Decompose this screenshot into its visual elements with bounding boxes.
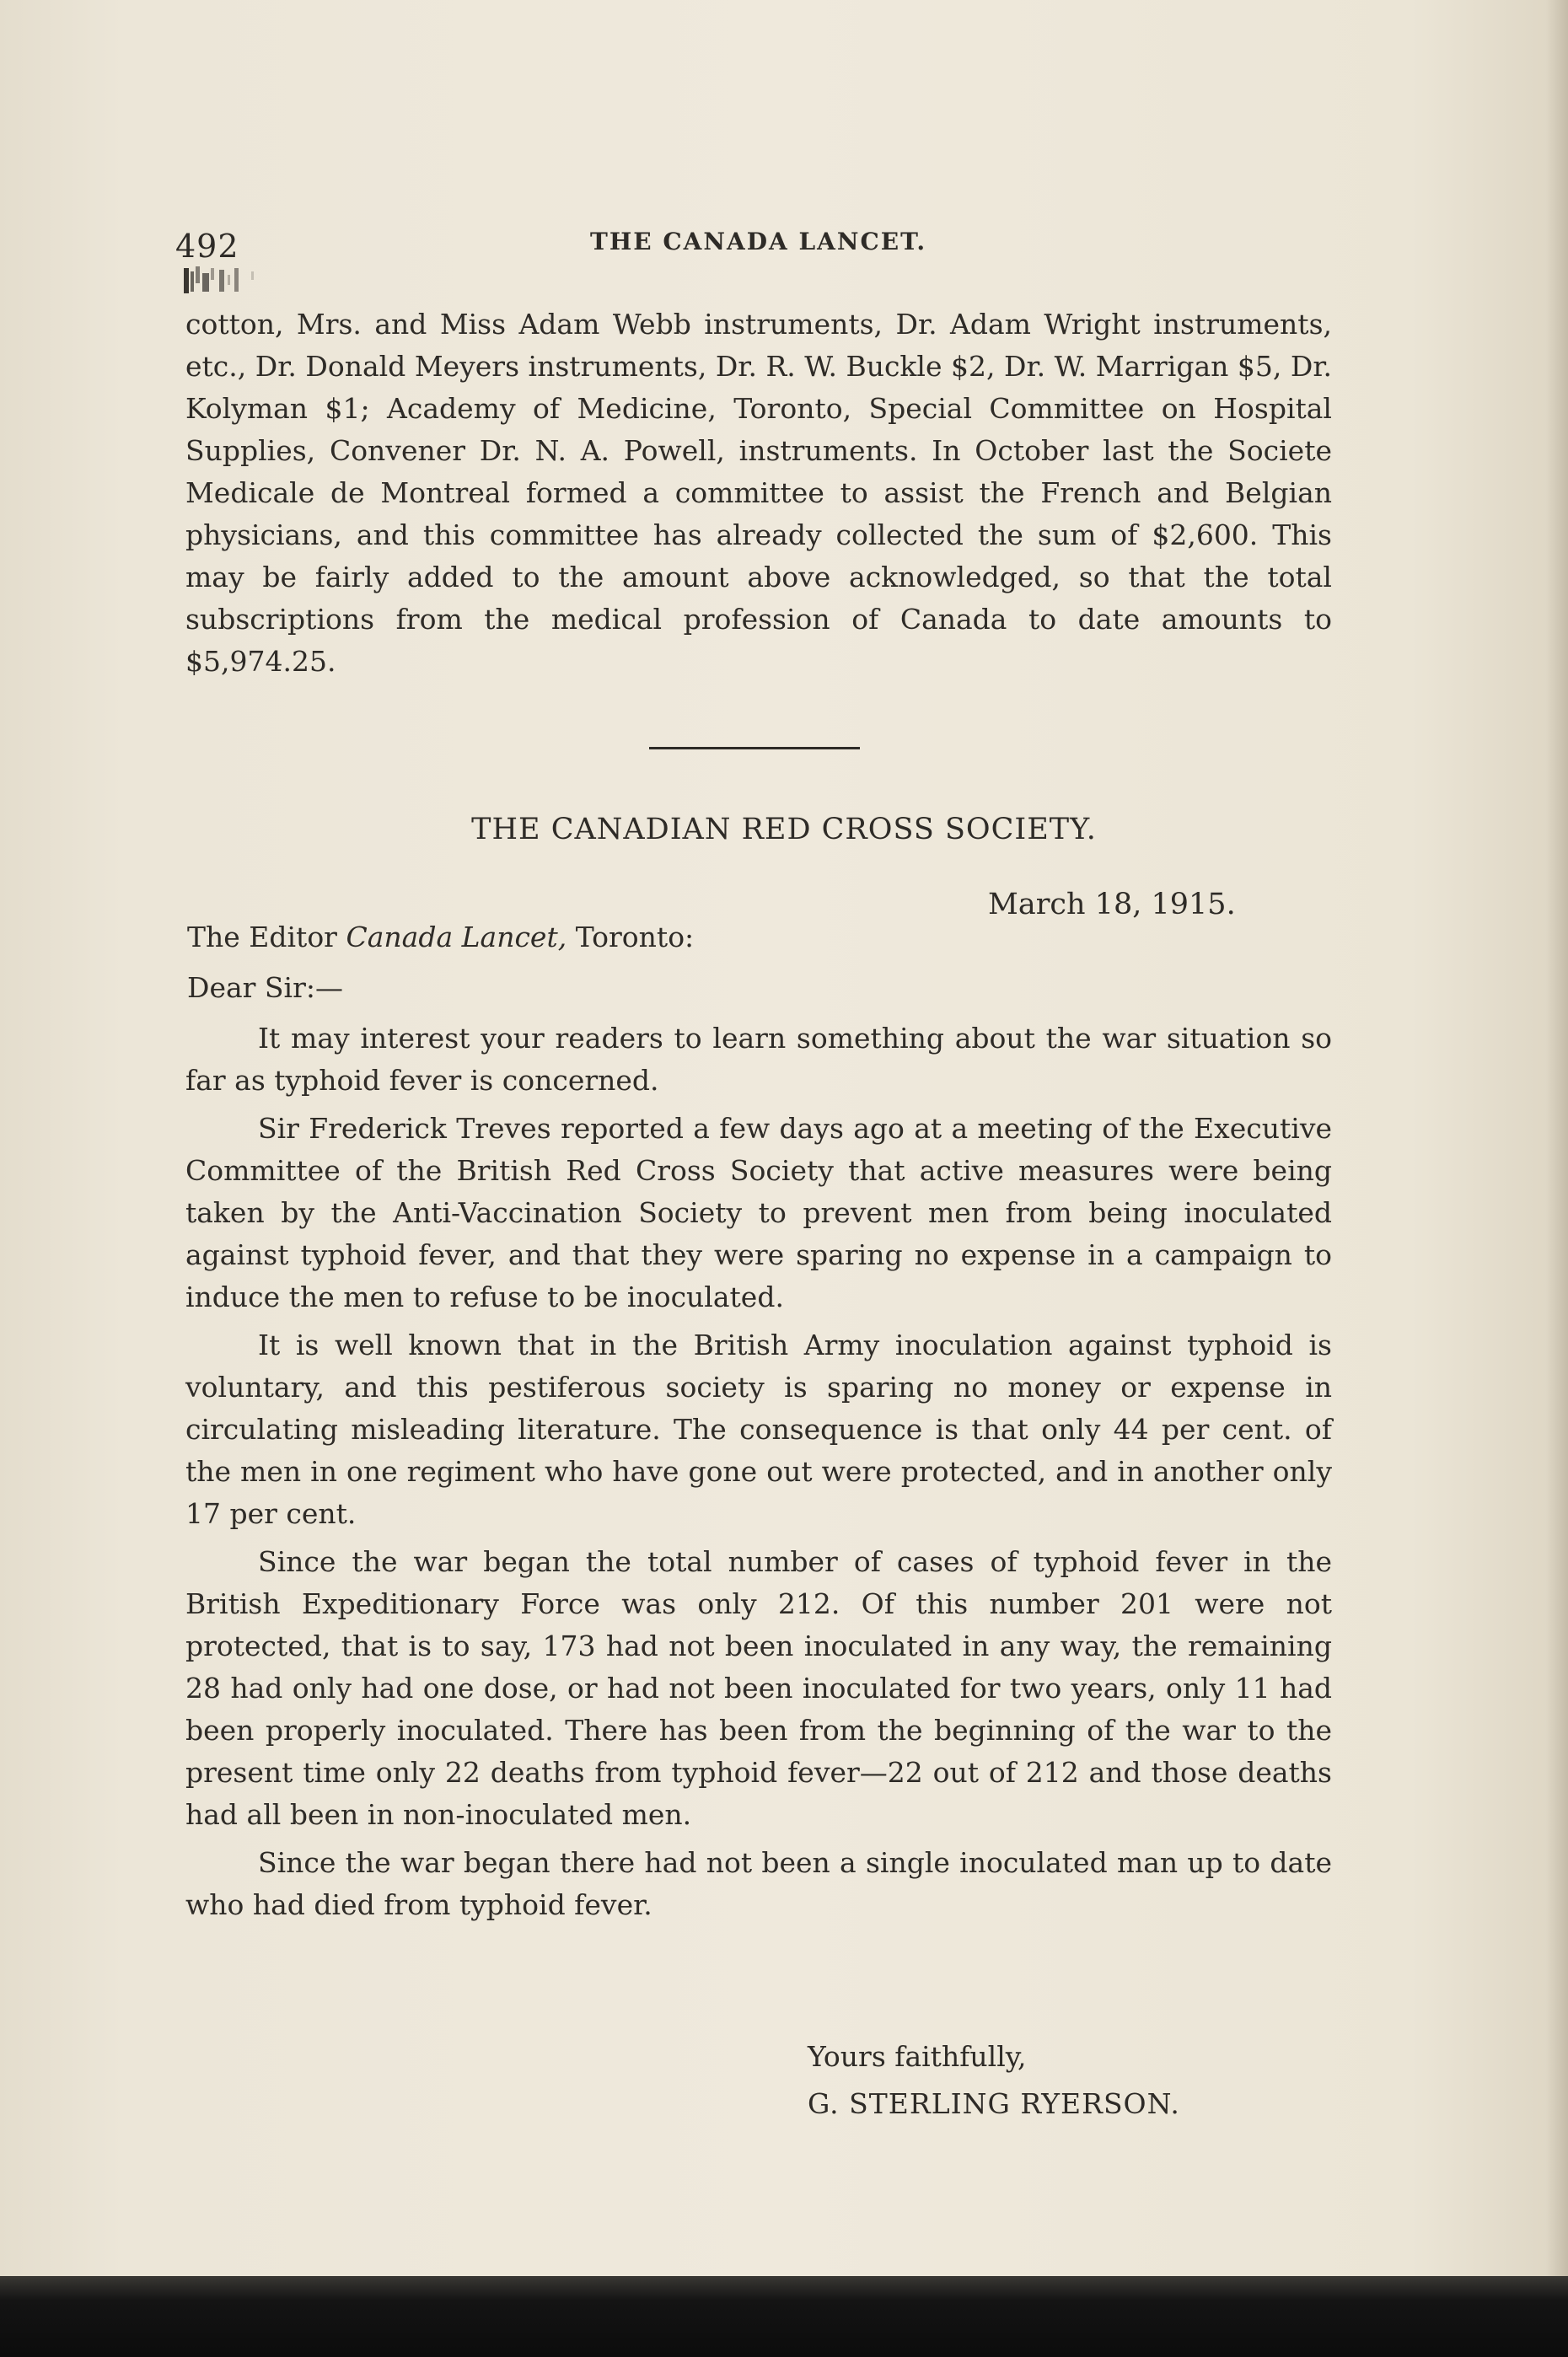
letter-paragraph: Since the war began there had not been a single inoculated man up to date who had died from typhoid fever. [185,1846,1332,1921]
letter-paragraph: It may interest your readers to learn something about the war situation so far as typhoid fever is concerned. [185,1022,1332,1097]
letter-closing: Yours faithfully, [808,2040,1027,2073]
letter-heading: THE CANADIAN RED CROSS SOCIETY. [471,813,1097,846]
letter-body [185,1017,1332,1926]
letter-salutation: Dear Sir:— [187,971,343,1004]
page-number: 492 [175,228,239,265]
ink-smudge-mark [182,265,273,298]
scan-bottom-border [0,2276,1568,2357]
addressee-publication: Canada Lancet, [346,921,567,953]
addressee-prefix: The Editor [187,921,337,953]
letter-paragraph: Sir Frederick Treves reported a few days ago at a meeting of the Executive Committee of the British Red Cross Society that active measures were being taken by the Anti-Vaccination Society to prevent men from being inoculated against typhoid fever, and that they were sparing no expense in a campaign to induce the men to refuse to be inoculated. [185,1112,1332,1313]
continued-paragraph [185,303,1332,683]
addressee-suffix: Toronto: [575,921,695,953]
page-edge-shadow [1546,0,1568,2357]
letter-paragraph: Since the war began the total number of cases of typhoid fever in the British Expeditionary Force was only 212. Of this number 201 were not protected, that is to say, 173 had not been inoculated in any way, the remaining 28 had only had one dose, or had not been inoculated for two years, only 11 had been properly inoculated. There has been from the beginning of the war to the present time only 22 deaths from typhoid fever—22 out of 212 and those deaths had all been in non-inoculated men. [185,1545,1332,1831]
letter-paragraph: It is well known that in the British Army inoculation against typhoid is voluntary, and this pestiferous society is sparing no money or expense in circulating misleading literature. The consequence is that only 44 per cent. of the men in one regiment who have gone out were protected, and in another only 17 per cent. [185,1329,1332,1530]
continued-paragraph-text: cotton, Mrs. and Miss Adam Webb instruments, Dr. Adam Wright instruments, etc., Dr. Donald Meyers instruments, Dr. R. W. Buckle $2, Dr. W. Marrigan $5, Dr. Kolyman $1; Academy of Medicine, Toronto, Special Committee on Hospital Supplies, Convener Dr. N. A. Powell, instruments. In October last the Societe Medicale de Montreal formed a committee to assist the French and Belgian physicians, and this committee has already collected the sum of $2,600. This may be fairly added to the amount above acknowledged, so that the total subscriptions from the medical profession of Canada to date amounts to $5,974.25. [185,308,1332,678]
letter-signature: G. STERLING RYERSON. [808,2087,1180,2120]
letter-addressee [187,921,694,953]
letter-date: March 18, 1915. [988,888,1236,921]
section-divider [649,747,860,749]
running-header: THE CANADA LANCET. [590,228,927,255]
